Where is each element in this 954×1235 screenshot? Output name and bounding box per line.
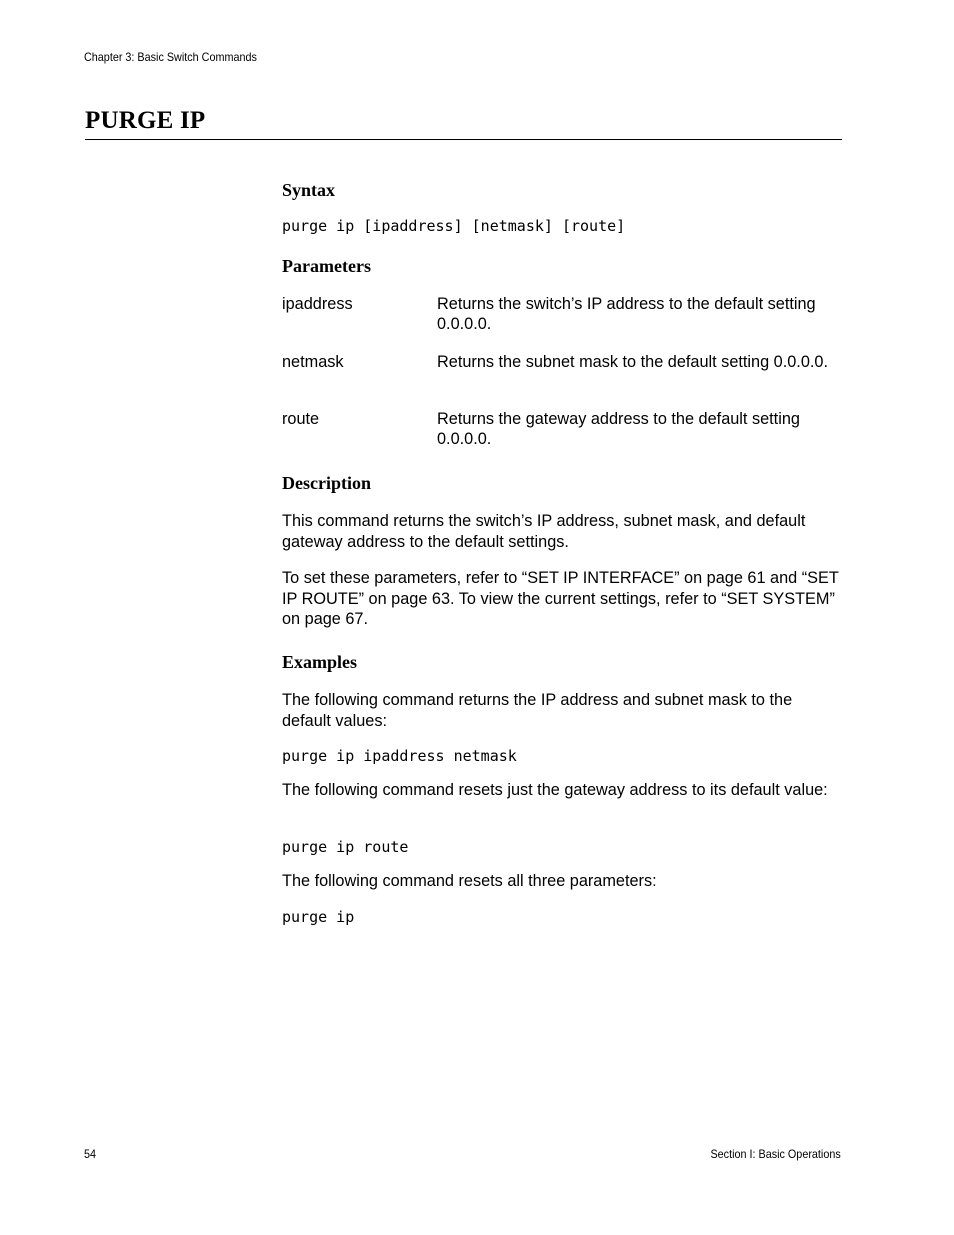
- page-title: PURGE IP: [85, 107, 206, 134]
- description-paragraph: This command returns the switch’s IP address, subnet mask, and default gateway address to the default settings.: [282, 512, 806, 551]
- parameter-description: Returns the switch’s IP address to the default setting 0.0.0.0.: [437, 295, 816, 333]
- parameter-description: Returns the gateway address to the default setting 0.0.0.0.: [437, 410, 800, 448]
- example-command: purge ip ipaddress netmask: [282, 747, 517, 765]
- parameter-name: route: [282, 410, 320, 428]
- example-text: The following command resets all three parameters:: [282, 872, 657, 890]
- parameter-description: Returns the subnet mask to the default setting 0.0.0.0.: [437, 353, 828, 371]
- running-header: Chapter 3: Basic Switch Commands: [84, 50, 257, 64]
- syntax-command: purge ip [ipaddress] [netmask] [route]: [282, 217, 626, 235]
- title-rule: [85, 139, 842, 140]
- section-footer: Section I: Basic Operations: [710, 1147, 841, 1161]
- parameters-heading: Parameters: [282, 256, 371, 276]
- description-heading: Description: [282, 473, 371, 493]
- page-number: 54: [84, 1147, 97, 1161]
- parameter-name: ipaddress: [282, 295, 353, 313]
- example-command: purge ip route: [282, 838, 409, 856]
- example-command: purge ip: [282, 908, 355, 926]
- syntax-heading: Syntax: [282, 180, 336, 200]
- examples-heading: Examples: [282, 652, 358, 672]
- example-text: The following command returns the IP address and subnet mask to the default values:: [282, 691, 793, 730]
- parameter-name: netmask: [282, 353, 344, 371]
- example-text: The following command resets just the gateway address to its default value:: [282, 781, 828, 799]
- description-paragraph: To set these parameters, refer to “SET IP INTERFACE” on page 61 and “SET IP ROUTE” on page 63. To view the current settings, refer to “SET SYSTEM” on page 67.: [282, 569, 839, 628]
